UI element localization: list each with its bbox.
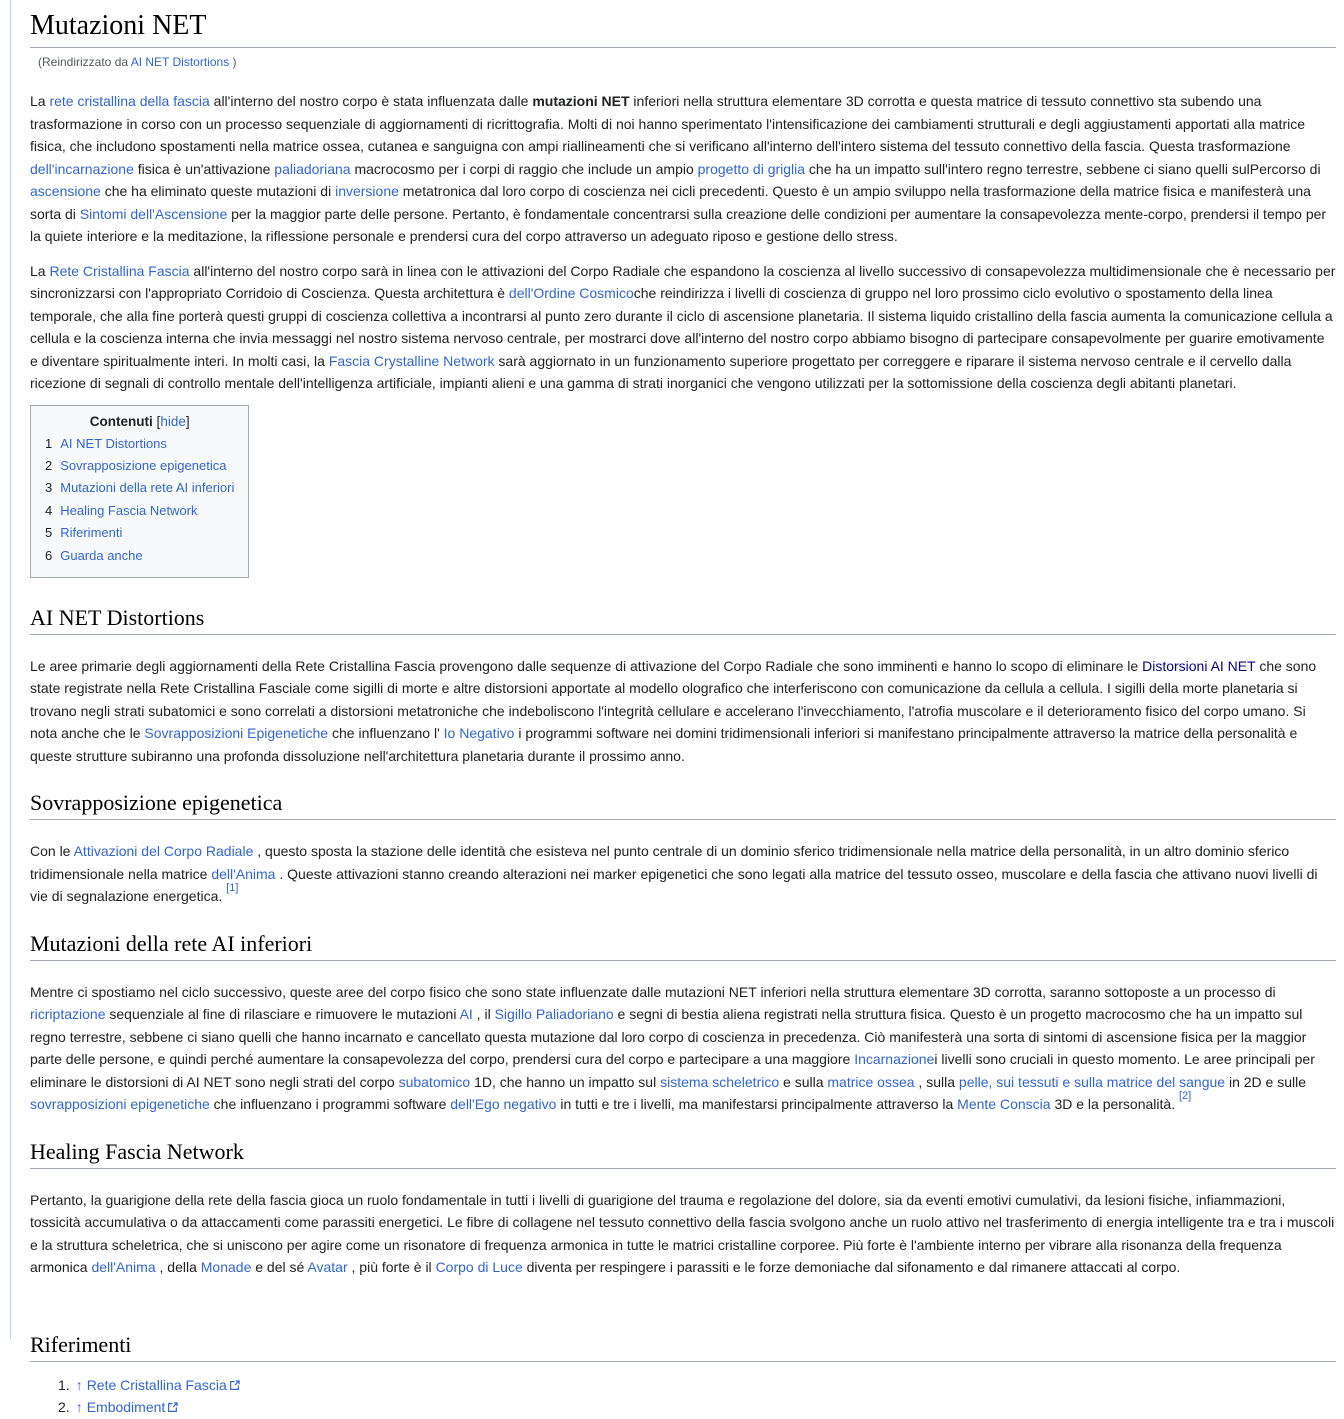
reference-item	[58, 1374, 1336, 1397]
text-run: sarà aggiornato in un funzionamento superiore progettato per correggere e riparare il sistema nervoso centrale e il cervello dalla ricezione di segnali di controllo mentale dell'intelligenza artificiale, impianti alieni e una gamma di strati inorganici che vengono utilizzati per la sottomissione della coscienza degli abitanti planetari.	[30, 352, 1292, 391]
citation-link[interactable]: [1]	[226, 881, 239, 894]
text-run: , più forte è il	[347, 1259, 436, 1276]
text-run: e segni di bestia aliena registrati nella struttura fisica. Questo è un progetto macrocosmo che ha un impatto sul regno terrestre, sebbene ci siano quelli che hanno incarnato e cancellato questa mutazione dal loro corpo di coscienza in precedenza. Ciò manifesterà una sorta di sintomi di ascensione fisica per la maggior parte delle persone, e quindi perché aumentare la consapevolezza del corpo, prendersi cura del corpo e partecipare a una maggiore	[30, 1006, 1307, 1068]
wiki-link[interactable]: Attivazioni del Corpo Radiale	[73, 843, 254, 860]
references-list	[58, 1374, 1336, 1419]
intro-paragraph-2	[30, 260, 1336, 395]
toc-title-row	[45, 414, 234, 429]
text-run: sequenziale al fine di rilasciare e rimuovere le mutazioni	[105, 1006, 460, 1023]
wiki-link[interactable]: rete cristallina della fascia	[49, 93, 210, 109]
toc-list	[45, 433, 234, 567]
section-heading-riferimenti: Riferimenti	[30, 1331, 1336, 1362]
backref-arrow-link[interactable]: ↑	[75, 1399, 83, 1416]
toc-item-ai-net-distortions[interactable]	[45, 433, 234, 455]
citation-link[interactable]: [2]	[1178, 1089, 1192, 1102]
section-riferimenti	[30, 1331, 1336, 1419]
toc-number: 6	[45, 547, 53, 563]
wiki-link[interactable]: dell'Anima	[91, 1259, 156, 1276]
text-run: , il	[472, 1006, 495, 1023]
text-run: macrocosmo per i corpi di raggio che include un ampio	[350, 160, 698, 177]
section-paragraph	[30, 655, 1336, 768]
text-run: all'interno del nostro corpo è stata influenzata dalle	[209, 93, 533, 109]
wiki-link[interactable]: Corpo di Luce	[435, 1259, 523, 1276]
section-paragraph	[30, 981, 1336, 1116]
section-ai-net-distortions	[30, 604, 1336, 768]
text-run: in 2D e sulle	[1225, 1073, 1306, 1090]
text-run: e del sé	[251, 1259, 308, 1276]
wiki-link[interactable]: Avatar	[307, 1259, 348, 1276]
text-run: 1D, che hanno un impatto sul	[470, 1073, 661, 1090]
section-paragraph	[30, 840, 1336, 908]
wiki-link[interactable]: Incarnazione	[854, 1051, 935, 1068]
wiki-link[interactable]: inversione	[335, 183, 399, 199]
wiki-link[interactable]: paliadoriana	[274, 160, 351, 177]
toc-number: 3	[45, 480, 53, 496]
wiki-link[interactable]: matrice ossea	[827, 1073, 915, 1090]
toc-item-sovrapposizione-epigenetica[interactable]	[45, 455, 234, 477]
wiki-link[interactable]: Io Negativo	[443, 725, 515, 742]
wiki-link[interactable]: Mente Conscia	[957, 1096, 1051, 1113]
redirect-notice	[30, 48, 1336, 70]
reference-number: 1.	[58, 1376, 70, 1393]
wiki-link[interactable]: ricriptazione	[30, 1006, 106, 1023]
backref-arrow-link[interactable]: ↑	[75, 1376, 83, 1393]
text-run: che reindirizza i livelli di coscienza di gruppo nel loro prossimo ciclo evolutivo o spostamento della linea temporale, che alla fine porterà questi gruppi di coscienza collettiva a incontrarsi al punto zero durante il ciclo di ascensione planetaria. Il sistema liquido cristallino della fascia aumenta la comunicazione cellula a cellula e la coscienza interna che invia messaggi nel nostro sistema nervoso centrale, per mostrarci dove all'interno del nostro corpo abbiamo bisogno di partecipare consapevolmente per guarire emotivamente e diventare spiritualmente interi. In molti casi, la	[30, 285, 1333, 369]
wiki-link[interactable]: subatomico	[398, 1073, 471, 1090]
toc-link[interactable]: AI NET Distortions	[60, 435, 167, 451]
text-run: Con le	[30, 843, 74, 860]
text-run: . Queste attivazioni stanno creando alterazioni nei marker epigenetici che sono legati alla matrice del tessuto osseo, muscolare e della fascia che attivano nuovi livelli di vie di segnalazione energetica.	[30, 865, 1318, 905]
toc-number: 5	[45, 525, 53, 541]
toc-link[interactable]: Mutazioni della rete AI inferiori	[60, 480, 235, 496]
wiki-link[interactable]: Distorsioni AI NET	[1142, 657, 1256, 674]
reference-item	[58, 1396, 1336, 1419]
toc-number: 2	[45, 457, 53, 473]
wiki-link[interactable]: dell'Ego negativo	[450, 1096, 557, 1113]
external-link-icon	[229, 1380, 240, 1391]
wiki-link[interactable]: Sovrapposizioni Epigenetiche	[144, 725, 329, 742]
section-paragraph	[30, 1189, 1336, 1279]
external-link-icon	[167, 1402, 178, 1413]
content-left-border	[10, 0, 11, 1339]
text-run: inferiori nella struttura elementare 3D corrotta e questa matrice di tessuto connettivo sta subendo una trasformazione in corso con un processo sequenziale di aggiornamenti di ricrittografia. Molti di noi hanno sperimentato l'intensificazione dei cambiamenti strutturali e degli aggiustamenti apportati alla matrice fisica, che includono spostamenti nella matrice ossea, cutanea e sanguigna con ampi riallineamenti che si verificano all'interno dell'intero sistema del tessuto connettivo della fascia. Questa trasformazione	[30, 93, 1306, 154]
bold-text: mutazioni NET	[532, 93, 630, 109]
toc-number: 4	[45, 502, 53, 518]
text-run: , della	[155, 1259, 201, 1276]
redirect-prefix: (Reindirizzato da	[38, 55, 131, 69]
toc-link[interactable]: Guarda anche	[60, 547, 143, 563]
wiki-link[interactable]: Sigillo Paliadoriano	[494, 1006, 614, 1023]
text-run: che ha eliminato queste mutazioni di	[100, 183, 336, 199]
text-run: che influenzano i programmi software	[209, 1096, 451, 1113]
text-run: che influenzano l'	[328, 725, 444, 742]
wiki-link[interactable]: dell'incarnazione	[30, 160, 134, 177]
toc-title: Contenuti	[89, 413, 153, 429]
text-run: che ha un impatto sull'intero regno terrestre, sebbene ci siano quelli sulPercorso di	[805, 160, 1321, 177]
toc-toggle	[157, 414, 190, 429]
wiki-link[interactable]: Monade	[200, 1259, 252, 1276]
toc-link[interactable]: Riferimenti	[60, 525, 123, 541]
text-run: Mentre ci spostiamo nel ciclo successivo, queste aree del corpo fisico che sono state influenzate dalle mutazioni NET inferiori nella struttura elementare 3D corrotta, saranno sottoposte a un processo di	[30, 983, 1276, 1000]
text-run: diventa per respingere i parassiti e le forze demoniache dal sifonamento e dal rimanere attaccati al corpo.	[522, 1259, 1181, 1276]
section-heading-ai-net-distortions: AI NET Distortions	[30, 604, 1336, 635]
toc-item-healing-fascia-network[interactable]	[45, 500, 234, 522]
toc-link[interactable]: Sovrapposizione epigenetica	[60, 457, 227, 473]
text-run: i livelli sono cruciali in questo momento. Le aree principali per eliminare le distorsioni di AI NET sono negli strati del corpo	[30, 1051, 1315, 1090]
toc-number: 1	[45, 435, 53, 451]
text-run: La	[30, 262, 50, 279]
text-run: La	[30, 93, 50, 109]
text-run: Pertanto, la guarigione della rete della fascia gioca un ruolo fondamentale in tutti i livelli di guarigione del trauma e regolazione del dolore, sia da eventi emotivi cumulativi, da lesioni fisiche, infiammazioni, tossicità accumulativa o da attaccamenti come parassiti energetici. Le fibre di collagene nel tessuto connettivo della fascia svolgono anche un ruolo attivo nel trasferimento di energia intelligente tra e tra i muscoli e la struttura scheletrica, che si uniscono per agire come un risonatore di frequenza armonica in tutte le matrici cristalline corporee. Più forte è l'ambiente interno per vibrare alla risonanza della frequenza armonica	[30, 1191, 1335, 1276]
reference-marker	[1179, 1090, 1191, 1102]
text-run: , questo sposta la stazione delle identità che esisteva nel punto centrale di un dominio sferico tridimensionale nella matrice della personalità, in un altro dominio sferico tridimensionale nella matrice	[30, 843, 1290, 882]
reference-marker	[226, 882, 238, 894]
wiki-link[interactable]: dell'Anima	[211, 865, 276, 882]
wiki-link[interactable]: ascensione	[30, 183, 101, 199]
wiki-link[interactable]: Fascia Crystalline Network	[328, 352, 495, 369]
text-run: che sono state registrate nella Rete Cristallina Fasciale come sigilli di morte e altre distorsioni apportate al modello olografico che interferiscono con comunicazione da cellula a cellula. I sigilli della morte planetaria si trovano negli strati subatomici e sono correlati a distorsioni metatroniche che indeboliscono l'integrità cellulare e accelerano l'invecchiamento, l'atrofia muscolare e il deterioramento fisico del corpo umano. Si nota anche che le	[30, 657, 1317, 742]
text-run: , sulla	[914, 1073, 959, 1090]
section-healing-fascia-network	[30, 1138, 1336, 1279]
wiki-link[interactable]: Rete Cristallina Fascia	[49, 262, 190, 279]
intro-paragraph-1	[30, 90, 1336, 248]
text-run: Le aree primarie degli aggiornamenti della Rete Cristallina Fascia provengono dalle sequenze di attivazione del Corpo Radiale che sono imminenti e hanno lo scopo di eliminare le	[30, 657, 1143, 674]
wiki-link[interactable]: sovrapposizioni epigenetiche	[30, 1096, 210, 1113]
toc-item-mutazioni-della-rete-ai-inferiori[interactable]	[45, 477, 234, 499]
text-run: metatronica dal loro corpo di coscienza nei cicli precedenti. Questo è un ampio sviluppo nella trasformazione della matrice fisica e manifesterà una sorta di	[30, 183, 1311, 222]
section-sovrapposizione-epigenetica	[30, 789, 1336, 908]
table-of-contents	[30, 405, 249, 578]
section-heading-healing-fascia-network: Healing Fascia Network	[30, 1138, 1336, 1169]
toc-item-guarda-anche[interactable]	[45, 545, 234, 567]
wiki-link[interactable]: Sintomi dell'Ascensione	[79, 205, 228, 222]
page-title: Mutazioni NET	[30, 8, 1336, 48]
redirect-source-link[interactable]: AI NET Distortions	[130, 55, 230, 69]
reference-number: 2.	[58, 1399, 70, 1416]
text-run: in tutti e tre i livelli, ma manifestarsi principalmente attraverso la	[556, 1096, 958, 1113]
text-run: e sulla	[779, 1073, 828, 1090]
wiki-link[interactable]: AI	[459, 1006, 473, 1023]
reference-link[interactable]: Rete Cristallina Fascia	[86, 1376, 227, 1393]
toc-bracket-close: ]	[185, 413, 190, 429]
text-run: i programmi software nei domini tridimensionali inferiori si manifestano principalmente attraverso la matrice della personalità e queste strutture subiranno una profonda dissoluzione nell'architettura planetaria durante il prossimo anno.	[30, 725, 1298, 764]
text-run: all'interno del nostro corpo sarà in linea con le attivazioni del Corpo Radiale che espandono la coscienza al livello successivo di consapevolezza multidimensionale che è necessario per sincronizzarsi con l'appropriato Corridoio di Coscienza. Questa architettura è	[30, 262, 1336, 301]
wiki-link[interactable]: sistema scheletrico	[660, 1073, 780, 1090]
section-heading-mutazioni-della-rete-ai-inferiori: Mutazioni della rete AI inferiori	[30, 930, 1336, 961]
reference-link[interactable]: Embodiment	[86, 1399, 166, 1416]
toc-link[interactable]: Healing Fascia Network	[60, 502, 198, 518]
wiki-link[interactable]: pelle, sui tessuti e sulla matrice del sangue	[958, 1073, 1226, 1090]
section-heading-sovrapposizione-epigenetica: Sovrapposizione epigenetica	[30, 789, 1336, 820]
toc-bracket-open: [	[156, 413, 161, 429]
section-mutazioni-della-rete-ai-inferiori	[30, 930, 1336, 1116]
toc-hide-link[interactable]: hide	[160, 413, 186, 429]
text-run: 3D e la personalità.	[1050, 1096, 1179, 1113]
text-run: fisica è un'attivazione	[133, 160, 275, 177]
redirect-suffix: )	[229, 55, 237, 69]
wiki-link[interactable]: dell'Ordine Cosmico	[508, 285, 634, 301]
toc-item-riferimenti[interactable]	[45, 522, 234, 544]
wiki-link[interactable]: progetto di griglia	[697, 160, 806, 177]
text-run: per la maggior parte delle persone. Pertanto, è fondamentale concentrarsi sulla creazione delle condizioni per aumentare la consapevolezza mente-corpo, prendersi il tempo per la quiete interiore e la meditazione, la riflessione personale e prendersi cura del corpo attraverso un adeguato riposo e gestione dello stress.	[30, 205, 1327, 244]
